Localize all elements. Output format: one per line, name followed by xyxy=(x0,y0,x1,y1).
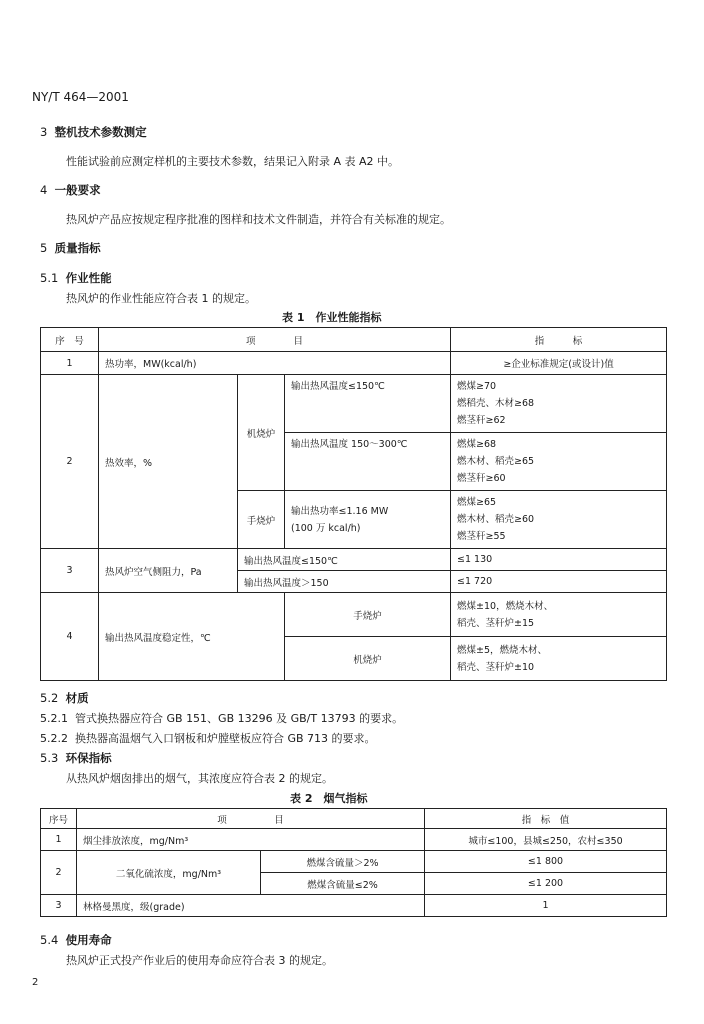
list-item: 燃木材、稻壳≥65 xyxy=(457,456,535,467)
section-text: 换热器高温烟气入口钢板和炉膛壁板应符合 GB 713 的要求。 xyxy=(75,732,376,745)
section-3-heading xyxy=(40,124,147,140)
section-text: 管式换热器应符合 GB 151、GB 13296 及 GB/T 13793 的要求。 xyxy=(75,712,404,725)
list-item: 燃煤≥65 xyxy=(457,497,497,508)
section-5-4-heading xyxy=(40,932,112,948)
table-cell: 热功率，MW(kcal/h) xyxy=(99,352,451,375)
section-5-3-heading xyxy=(40,750,112,766)
list-item: 燃茎秆≥62 xyxy=(457,415,506,426)
table-2-flue-gas xyxy=(40,808,667,917)
section-number: 4 xyxy=(40,183,48,197)
list-item: 稻壳、茎秆炉±10 xyxy=(457,661,535,673)
list-item: 燃茎秆≥55 xyxy=(457,531,506,542)
table-cell: 3 xyxy=(41,895,77,917)
table-cell: ≤1 800 xyxy=(425,851,667,873)
table-cell: ≤1 130 xyxy=(451,549,667,571)
section-5-1-heading xyxy=(40,270,112,286)
table-cell-list xyxy=(285,491,451,549)
section-title: 整机技术参数测定 xyxy=(54,125,147,139)
list-item: 燃煤≥68 xyxy=(457,439,497,450)
table-cell: ≥企业标准规定(或设计)值 xyxy=(451,352,667,375)
table-cell: 手烧炉 xyxy=(238,491,285,549)
table-cell: 热风炉空气侧阻力，Pa xyxy=(99,549,238,593)
list-item: 输出热功率≤1.16 MW xyxy=(291,505,389,517)
list-item: 燃煤±10，燃烧木材、 xyxy=(457,600,554,612)
table-cell: 城市≤100，县城≤250，农村≤350 xyxy=(425,829,667,851)
table-cell: 烟尘排放浓度，mg/Nm³ xyxy=(77,829,425,851)
table-1-performance xyxy=(40,327,667,681)
table-cell: 1 xyxy=(425,895,667,917)
page-number: 2 xyxy=(32,977,39,988)
list-item: 燃茎秆≥60 xyxy=(457,473,506,484)
table-cell: 2 xyxy=(41,375,99,549)
table-cell-list xyxy=(451,637,667,681)
table-cell: 1 xyxy=(41,352,99,375)
section-number: 5 xyxy=(40,241,48,255)
table-cell: ≤1 200 xyxy=(425,873,667,895)
list-item: 稻壳、茎秆炉±15 xyxy=(457,617,535,629)
table-cell-list xyxy=(451,375,667,433)
section-number: 5.2.2 xyxy=(40,732,68,745)
section-5-1-text: 热风炉的作业性能应符合表 1 的规定。 xyxy=(66,292,256,305)
section-number: 5.3 xyxy=(40,751,59,765)
section-title: 环保指标 xyxy=(65,751,112,765)
table-cell: 手烧炉 xyxy=(285,593,451,637)
section-number: 5.2 xyxy=(40,691,59,705)
table-cell: 燃煤含硫量＞2% xyxy=(261,851,425,873)
section-number: 5.2.1 xyxy=(40,712,68,725)
section-5-heading xyxy=(40,240,101,256)
section-title: 材质 xyxy=(65,691,89,705)
table-cell: 2 xyxy=(41,851,77,895)
list-item: 燃煤≥70 xyxy=(457,381,497,392)
section-5-2-heading xyxy=(40,690,89,706)
header-seq: 序号 xyxy=(41,809,77,829)
section-4-text: 热风炉产品应按规定程序批准的图样和技术文件制造，并符合有关标准的规定。 xyxy=(66,213,451,226)
table-cell: 二氧化硫浓度，mg/Nm³ xyxy=(77,851,261,895)
table-cell: ≤1 720 xyxy=(451,571,667,593)
section-number: 5.1 xyxy=(40,271,59,285)
header-seq: 序 号 xyxy=(41,328,99,352)
standard-code: NY/T 464—2001 xyxy=(32,90,129,104)
table-cell: 3 xyxy=(41,549,99,593)
table-cell: 燃煤含硫量≤2% xyxy=(261,873,425,895)
header-index: 指 标 xyxy=(451,328,667,352)
table-2-caption: 表 2 烟气指标 xyxy=(290,792,368,805)
table-cell: 1 xyxy=(41,829,77,851)
section-4-heading xyxy=(40,182,101,198)
section-5-2-1 xyxy=(40,710,403,726)
table-cell: 输出热风温度＞150 xyxy=(238,571,451,593)
section-title: 使用寿命 xyxy=(65,933,112,947)
table-cell: 输出热风温度 150～300℃ xyxy=(285,433,451,491)
list-item: (100 万 kcal/h) xyxy=(291,522,361,534)
section-number: 3 xyxy=(40,125,48,139)
section-number: 5.4 xyxy=(40,933,59,947)
section-title: 质量指标 xyxy=(54,241,101,255)
table-cell: 输出热风温度≤150℃ xyxy=(285,375,451,433)
table-cell-list xyxy=(451,433,667,491)
table-cell-list xyxy=(451,593,667,637)
section-3-text: 性能试验前应测定样机的主要技术参数，结果记入附录 A 表 A2 中。 xyxy=(66,155,400,168)
table-cell: 林格曼黑度，级(grade) xyxy=(77,895,425,917)
table-cell: 机烧炉 xyxy=(238,375,285,491)
list-item: 燃煤±5，燃烧木材、 xyxy=(457,644,548,656)
header-item: 项 目 xyxy=(99,328,451,352)
table-cell: 输出热风温度≤150℃ xyxy=(238,549,451,571)
list-item: 燃稻壳、木材≥68 xyxy=(457,398,535,409)
section-title: 作业性能 xyxy=(65,271,112,285)
section-5-3-text: 从热风炉烟囱排出的烟气，其浓度应符合表 2 的规定。 xyxy=(66,772,333,785)
table-cell: 机烧炉 xyxy=(285,637,451,681)
section-title: 一般要求 xyxy=(54,183,101,197)
header-index: 指 标 值 xyxy=(425,809,667,829)
header-item: 项 目 xyxy=(77,809,425,829)
list-item: 燃木材、稻壳≥60 xyxy=(457,514,535,525)
section-5-4-text: 热风炉正式投产作业后的使用寿命应符合表 3 的规定。 xyxy=(66,954,333,967)
table-cell: 4 xyxy=(41,593,99,681)
section-5-2-2 xyxy=(40,730,376,746)
table-1-caption: 表 1 作业性能指标 xyxy=(282,311,382,324)
table-cell-list xyxy=(451,491,667,549)
table-cell: 输出热风温度稳定性，℃ xyxy=(99,593,285,681)
table-cell: 热效率，% xyxy=(99,375,238,549)
